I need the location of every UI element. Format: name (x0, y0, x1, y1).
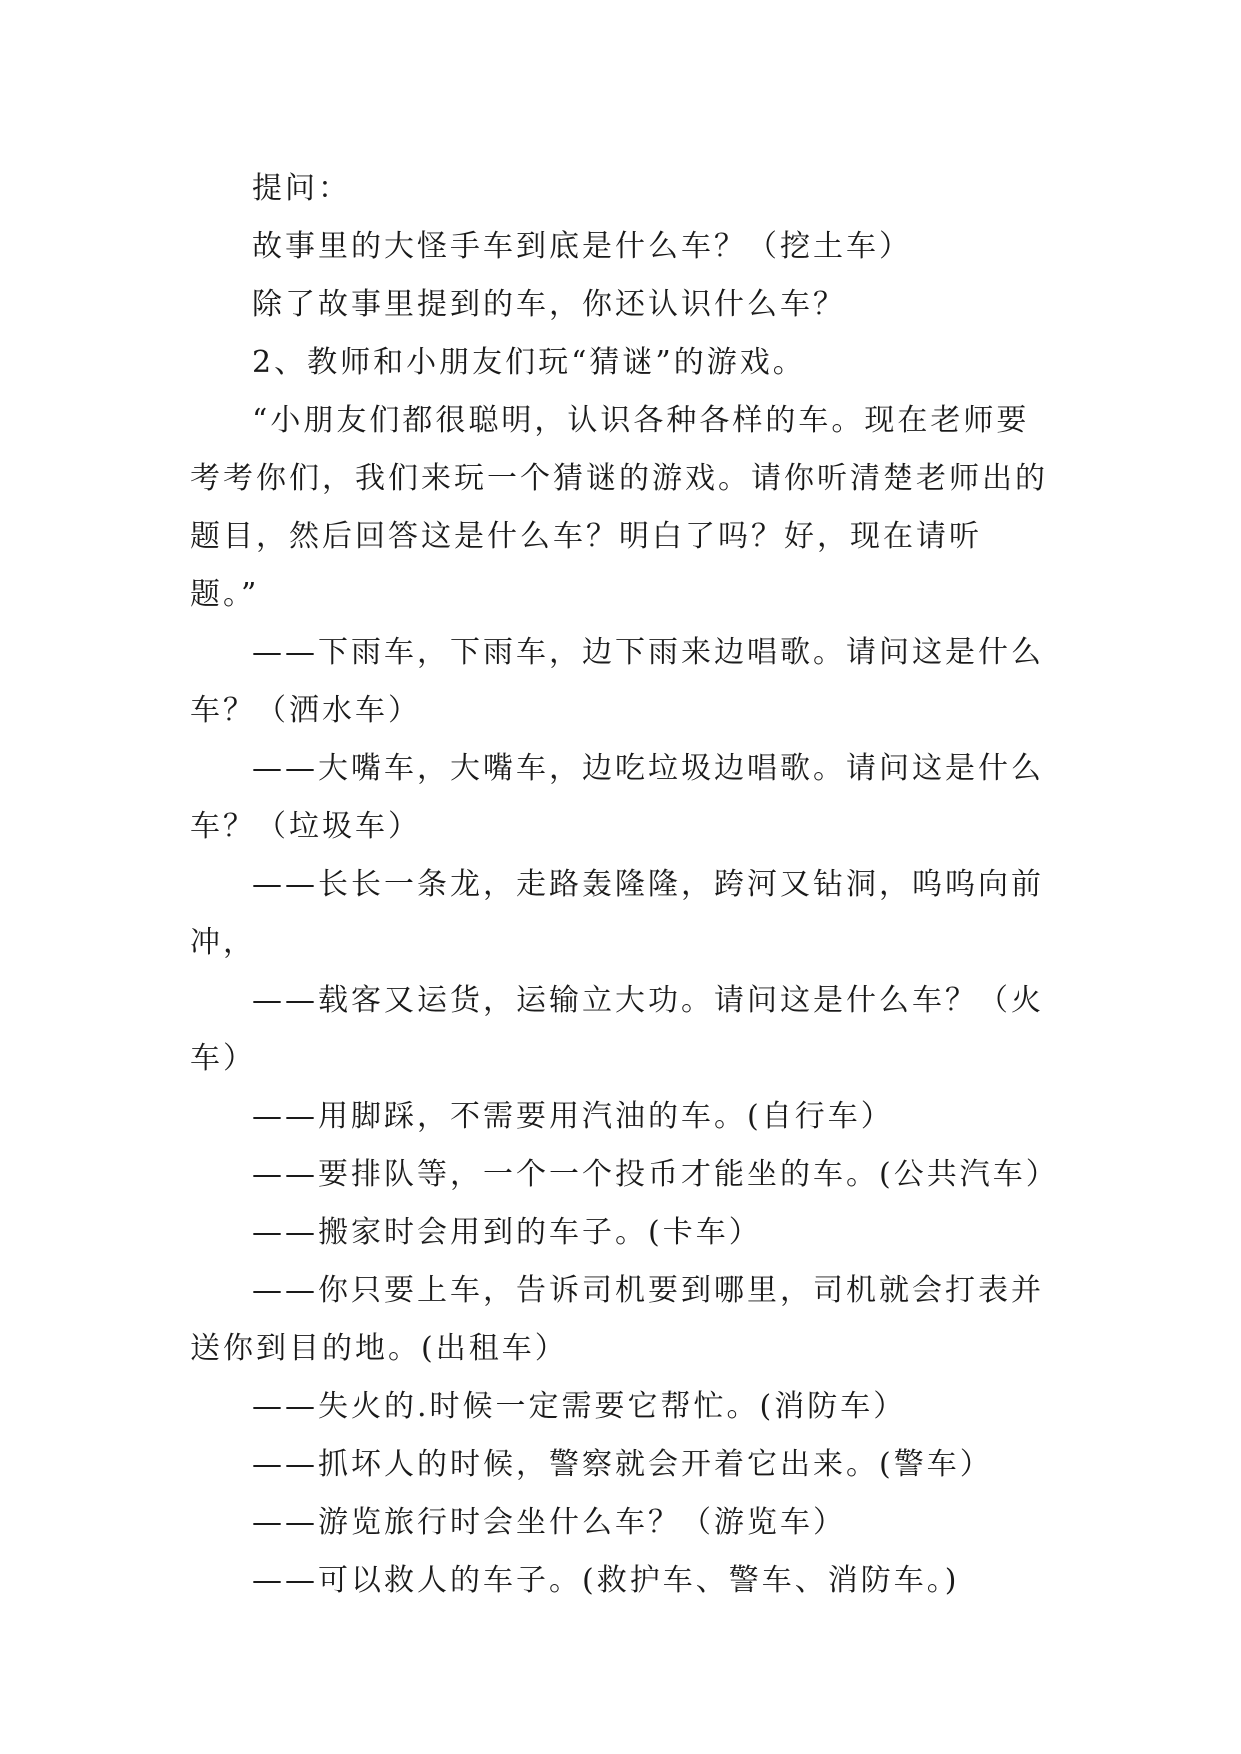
paragraph-riddle-bicycle: ——用脚踩，不需要用汽油的车。(自行车） (252, 1099, 894, 1134)
paragraph-riddle-tour-bus: ——游览旅行时会坐什么车？（游览车） (252, 1505, 846, 1540)
paragraph-question-1: 故事里的大怪手车到底是什么车？（挖土车） (252, 229, 912, 264)
paragraph-riddle-taxi: ——你只要上车，告诉司机要到哪里，司机就会打表并送你到目的地。(出租车） (190, 1273, 1044, 1366)
paragraph-step-2: 2、教师和小朋友们玩“猜谜”的游戏。 (252, 345, 806, 380)
paragraph-riddle-bus: ——要排队等，一个一个投币才能坐的车。(公共汽车） (252, 1157, 1059, 1192)
paragraph-riddle-fire-truck: ——失火的.时候一定需要它帮忙。(消防车） (252, 1389, 907, 1424)
paragraph-question-heading: 提问： (252, 171, 351, 206)
paragraph-riddle-garbage: ——大嘴车，大嘴车，边吃垃圾边唱歌。请问这是什么车？（垃圾车） (190, 751, 1044, 844)
paragraph-riddle-train-1: ——长长一条龙，走路轰隆隆，跨河又钻洞，呜呜向前冲， (190, 867, 1044, 960)
paragraph-riddle-rescue: ——可以救人的车子。(救护车、警车、消防车。) (252, 1563, 960, 1598)
paragraph-teacher-intro: “小朋友们都很聪明，认识各种各样的车。现在老师要考考你们，我们来玩一个猜谜的游戏。请你听清楚老师出的题目，然后回答这是什么车？明白了吗？好，现在请听题。” (190, 403, 1048, 612)
document-body (190, 160, 1059, 1610)
paragraph-riddle-truck: ——搬家时会用到的车子。(卡车） (252, 1215, 762, 1250)
paragraph-question-2: 除了故事里提到的车，你还认识什么车？ (252, 287, 846, 322)
paragraph-riddle-sprinkler: ——下雨车，下雨车，边下雨来边唱歌。请问这是什么车？（洒水车） (190, 635, 1044, 728)
paragraph-riddle-train-2: ——载客又运货，运输立大功。请问这是什么车？（火车） (190, 983, 1044, 1076)
paragraph-riddle-police-car: ——抓坏人的时候，警察就会开着它出来。(警车） (252, 1447, 993, 1482)
